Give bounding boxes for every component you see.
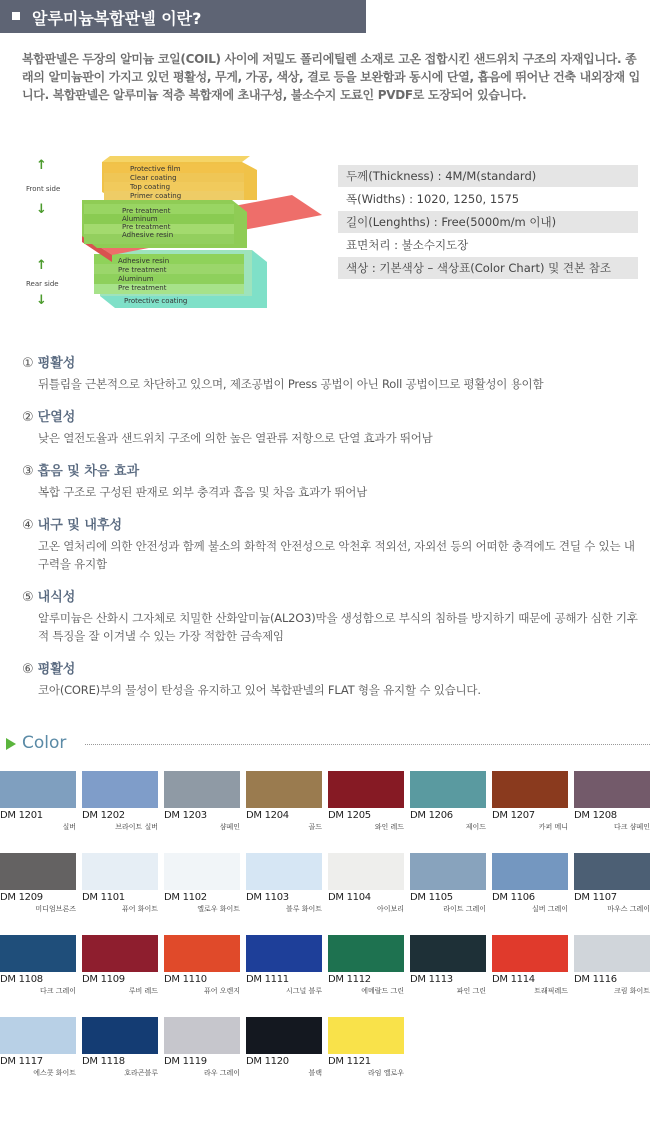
color-swatch <box>574 853 650 914</box>
swatch-code: DM 1103 <box>246 892 289 903</box>
color-swatch <box>82 771 158 832</box>
swatch-chip <box>0 935 76 972</box>
color-swatch <box>82 853 158 914</box>
swatch-code: DM 1112 <box>328 974 371 985</box>
swatch-code: DM 1114 <box>492 974 535 985</box>
color-swatch <box>328 771 404 832</box>
swatch-name: 에메랄드 그린 <box>361 987 404 995</box>
bullet-square-icon <box>12 12 20 20</box>
swatch-chip <box>164 853 240 890</box>
title-bar <box>0 0 366 33</box>
swatch-code: DM 1113 <box>410 974 453 985</box>
swatch-code: DM 1110 <box>164 974 207 985</box>
layer-label: Pre treatment <box>122 223 171 231</box>
swatch-code: DM 1111 <box>246 974 289 985</box>
swatch-code: DM 1207 <box>492 810 535 821</box>
swatch-code: DM 1120 <box>246 1056 289 1067</box>
swatch-chip <box>246 771 322 808</box>
swatch-code: DM 1202 <box>82 810 125 821</box>
swatch-code: DM 1116 <box>574 974 617 985</box>
layer-label: Primer coating <box>130 192 182 200</box>
spec-surface: 표면처리 : 불소수지도장 <box>346 238 469 252</box>
color-swatch <box>410 853 486 914</box>
color-swatch <box>164 853 240 914</box>
layer-label: Pre treatment <box>118 266 167 274</box>
color-swatch <box>0 853 76 914</box>
color-section-label: Color <box>22 733 67 753</box>
swatch-chip <box>410 935 486 972</box>
intro-paragraph: 복합판넬은 두장의 알미늄 코일(COIL) 사이에 저밀도 폴리에틸렌 소재로 고온 접합시킨 샌드위치 구조의 자재입니다. 종래의 알미늄판이 가지고 있던 평활성, 무게, 가공, 색상, 결로 등을 보완함과 동시에 단열, 흡음에 뛰어난 건축 내외장재 입니다. 복합판넬은 알루미늄 적층 복합재에 초내구성, 불소수지 도료인 PVDF로 도장되어 있습니다. <box>22 52 640 102</box>
spec-lengths: 길이(Lenghths) : Free(5000m/m 이내) <box>338 211 638 233</box>
swatch-chip <box>328 771 404 808</box>
swatch-code: DM 1101 <box>82 892 125 903</box>
feature-number: ① <box>22 356 34 371</box>
arrow-down-icon: ↓ <box>36 202 47 217</box>
feature-item <box>22 586 642 645</box>
color-swatch <box>492 853 568 914</box>
layer-label: Pre treatment <box>122 207 171 215</box>
swatch-code: DM 1117 <box>0 1056 43 1067</box>
arrow-up-icon: ↑ <box>36 258 47 273</box>
layer-label: Top coating <box>130 183 171 191</box>
color-swatch <box>410 771 486 832</box>
feature-title: 흡음 및 차음 효과 <box>37 464 140 479</box>
swatch-chip <box>0 853 76 890</box>
feature-desc: 고온 열처리에 의한 안전성과 함께 불소의 화학적 안전성으로 악천후 적외선, 자외선 등의 어떠한 충격에도 견딜 수 있는 내구력을 유지함 <box>38 539 635 571</box>
color-section-header <box>0 733 650 755</box>
swatch-chip <box>492 853 568 890</box>
swatch-name: 제이드 <box>465 823 486 831</box>
swatch-code: DM 1208 <box>574 810 617 821</box>
swatch-name: 미디엄브론즈 <box>35 905 76 913</box>
spec-widths: 폭(Widths) : 1020, 1250, 1575 <box>346 192 520 206</box>
color-swatch <box>246 771 322 832</box>
swatch-chip <box>164 771 240 808</box>
swatch-code: DM 1121 <box>328 1056 371 1067</box>
color-swatch <box>0 771 76 832</box>
swatch-code: DM 1108 <box>0 974 43 985</box>
feature-title: 내식성 <box>37 590 76 605</box>
swatch-code: DM 1107 <box>574 892 617 903</box>
swatch-code: DM 1204 <box>246 810 289 821</box>
swatch-name: 와인 레드 <box>374 823 404 831</box>
swatch-name: 실버 그레이 <box>531 905 568 913</box>
feature-number: ④ <box>22 518 34 533</box>
swatch-chip <box>246 1017 322 1054</box>
color-swatch <box>328 1017 404 1078</box>
layer-structure-diagram <box>22 140 332 325</box>
swatch-chip <box>246 935 322 972</box>
spec-list <box>338 165 638 280</box>
swatch-name: 카퍼 메니 <box>538 823 568 831</box>
color-swatch <box>574 935 650 996</box>
swatch-name: 브라이트 실버 <box>115 823 158 831</box>
swatch-name: 골드 <box>308 823 322 831</box>
swatch-name: 크림 화이트 <box>613 987 650 995</box>
color-swatch <box>164 935 240 996</box>
color-swatch <box>246 935 322 996</box>
swatch-name: 샴페인 <box>219 823 240 831</box>
swatch-name: 라이트 그레이 <box>443 905 486 913</box>
color-swatch <box>0 1017 76 1078</box>
swatch-code: DM 1206 <box>410 810 453 821</box>
swatch-chip <box>164 935 240 972</box>
swatch-chip <box>328 935 404 972</box>
swatch-name: 라임 옐로우 <box>367 1069 404 1077</box>
swatch-code: DM 1209 <box>0 892 43 903</box>
feature-desc: 코아(CORE)부의 물성이 탄성을 유지하고 있어 복합판넬의 FLAT 형을 유지할 수 있습니다. <box>38 683 481 697</box>
color-swatch <box>574 771 650 832</box>
feature-desc: 알루미늄은 산화시 그자체로 치밀한 산화알미늄(AL2O3)막을 생성함으로 부식의 침하를 방지하기 때문에 공해가 심한 기후적 특징을 잘 이겨낼 수 있는 가장 적합한 금속제임 <box>38 611 638 643</box>
swatch-code: DM 1104 <box>328 892 371 903</box>
feature-number: ⑥ <box>22 662 34 677</box>
swatch-name: 블루 화이트 <box>285 905 322 913</box>
feature-desc: 뒤틀림을 근본적으로 차단하고 있으며, 제조공법이 Press 공법이 아닌 Roll 공법이므로 평활성이 용이함 <box>38 377 544 391</box>
feature-title: 평활성 <box>37 356 76 371</box>
color-swatch <box>328 935 404 996</box>
swatch-name: 옐로우 화이트 <box>197 905 240 913</box>
swatch-name: 실버 <box>62 823 76 831</box>
layer-label: Adhesive resin <box>118 257 170 265</box>
swatch-name: 퓨어 화이트 <box>121 905 158 913</box>
layer-label: Adhesive resin <box>122 231 174 239</box>
color-swatch <box>164 771 240 832</box>
feature-item <box>22 352 642 393</box>
swatch-chip <box>246 853 322 890</box>
swatch-chip <box>410 771 486 808</box>
feature-number: ② <box>22 410 34 425</box>
swatch-code: DM 1203 <box>164 810 207 821</box>
rear-side-label: Rear side <box>26 280 59 288</box>
swatch-name: 호라곤블루 <box>124 1069 158 1077</box>
color-swatch <box>82 935 158 996</box>
swatch-name: 에스콧 화이트 <box>33 1069 76 1077</box>
swatch-chip <box>328 853 404 890</box>
color-swatch <box>82 1017 158 1078</box>
color-swatch <box>246 853 322 914</box>
feature-number: ③ <box>22 464 34 479</box>
feature-item <box>22 514 642 573</box>
swatch-chip <box>328 1017 404 1054</box>
swatch-name: 파인 그린 <box>456 987 486 995</box>
feature-title: 단열성 <box>37 410 76 425</box>
swatch-name: 루비 레드 <box>128 987 158 995</box>
feature-item <box>22 460 642 501</box>
swatch-chip <box>574 771 650 808</box>
dotted-divider <box>85 744 650 745</box>
swatch-code: DM 1201 <box>0 810 43 821</box>
swatch-name: 트래픽레드 <box>534 987 568 995</box>
layer-label: Aluminum <box>122 215 158 223</box>
feature-title: 내구 및 내후성 <box>37 518 123 533</box>
swatch-chip <box>82 771 158 808</box>
layer-label: Protective film <box>130 165 181 173</box>
layer-label: Aluminum <box>118 275 154 283</box>
swatch-chip <box>574 935 650 972</box>
swatch-name: 아이보리 <box>376 905 404 913</box>
swatch-chip <box>492 935 568 972</box>
swatch-chip <box>574 853 650 890</box>
swatch-code: DM 1205 <box>328 810 371 821</box>
color-swatch <box>410 935 486 996</box>
swatch-chip <box>164 1017 240 1054</box>
swatch-name: 퓨어 오렌지 <box>203 987 240 995</box>
swatch-code: DM 1105 <box>410 892 453 903</box>
spec-color: 색상 : 기본색상 – 색상표(Color Chart) 및 견본 참조 <box>338 257 638 279</box>
swatch-name: 마우스 그레이 <box>607 905 650 913</box>
swatch-code: DM 1109 <box>82 974 125 985</box>
swatch-name: 블랙 <box>308 1069 322 1077</box>
feature-desc: 낮은 열전도율과 샌드위치 구조에 의한 높은 열관류 저항으로 단열 효과가 뛰어남 <box>38 431 433 445</box>
color-swatch <box>328 853 404 914</box>
feature-item <box>22 406 642 447</box>
color-swatch <box>0 935 76 996</box>
color-swatch <box>164 1017 240 1078</box>
triangle-bullet-icon <box>6 738 16 750</box>
swatch-chip <box>0 1017 76 1054</box>
swatch-name: 시그널 블루 <box>285 987 322 995</box>
feature-number: ⑤ <box>22 590 34 605</box>
layer-label: Protective coating <box>124 297 188 305</box>
swatch-chip <box>492 771 568 808</box>
swatch-chip <box>82 1017 158 1054</box>
layer-label: Pre treatment <box>118 284 167 292</box>
color-swatch <box>246 1017 322 1078</box>
swatch-chip <box>410 853 486 890</box>
swatch-chip <box>0 771 76 808</box>
swatch-code: DM 1106 <box>492 892 535 903</box>
swatch-name: 라우 그레이 <box>203 1069 240 1077</box>
swatch-code: DM 1102 <box>164 892 207 903</box>
color-swatch <box>492 935 568 996</box>
layer-label: Clear coating <box>130 174 177 182</box>
swatch-chip <box>82 935 158 972</box>
feature-item <box>22 658 642 699</box>
feature-title: 평활성 <box>37 662 76 677</box>
swatch-name: 다크 샴페인 <box>613 823 650 831</box>
color-swatch <box>492 771 568 832</box>
arrow-up-icon: ↑ <box>36 158 47 173</box>
swatch-code: DM 1119 <box>164 1056 207 1067</box>
feature-desc: 복합 구조로 구성된 판재로 외부 충격과 흡음 및 차음 효과가 뛰어남 <box>38 485 368 499</box>
front-side-label: Front side <box>26 185 61 193</box>
swatch-name: 다크 그레이 <box>39 987 76 995</box>
swatch-code: DM 1118 <box>82 1056 125 1067</box>
page-title: 알루미늄복합판넬 이란? <box>32 9 202 28</box>
spec-thickness: 두께(Thickness) : 4M/M(standard) <box>338 165 638 187</box>
arrow-down-icon: ↓ <box>36 293 47 308</box>
swatch-chip <box>82 853 158 890</box>
